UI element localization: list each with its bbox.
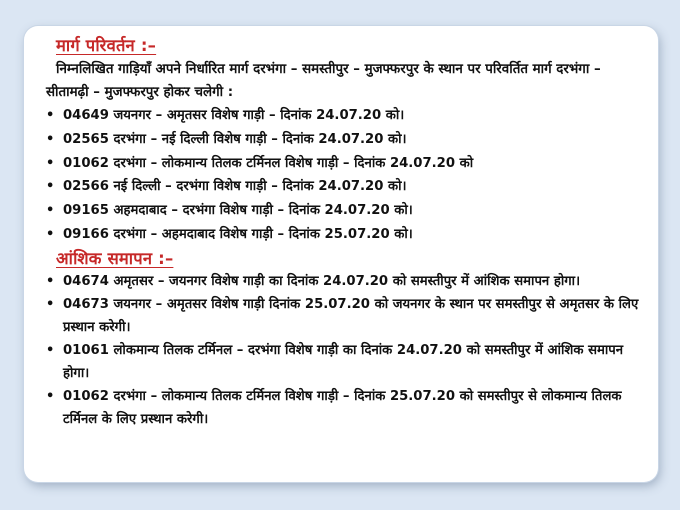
bullet-icon: • — [46, 131, 55, 147]
bullet-icon: • — [46, 155, 55, 171]
bullet-icon: • — [46, 203, 55, 219]
bullet-icon: • — [46, 342, 55, 358]
partial-termination-heading: आंशिक समापन :– — [56, 248, 174, 268]
list-item: • 09165 अहमदाबाद – दरभंगा विशेष गाड़ी – दिनांक 24.07.20 को। — [46, 199, 640, 223]
list-item: • 04649 जयनगर – अमृतसर विशेष गाड़ी – दिनांक 24.07.20 को। — [46, 104, 640, 128]
bullet-icon: • — [46, 296, 55, 312]
list-item: • 04674 अमृतसर – जयनगर विशेष गाड़ी का दिनांक 24.07.20 को समस्तीपुर में आंशिक समापन होगा। — [46, 271, 640, 294]
list-item: • 09166 दरभंगा – अहमदाबाद विशेष गाड़ी – दिनांक 25.07.20 को। — [46, 223, 640, 247]
notice-card — [24, 26, 658, 482]
bullet-icon: • — [46, 226, 55, 242]
list-item: • 01061 लोकमान्य तिलक टर्मिनल – दरभंगा विशेष गाड़ी का दिनांक 24.07.20 को समस्तीपुर में आंशिक समापन होगा। — [46, 340, 640, 386]
route-diversion-heading: मार्ग परिवर्तन :– — [56, 36, 157, 55]
list-item: • 01062 दरभंगा – लोकमान्य तिलक टर्मिनल विशेष गाड़ी – दिनांक 24.07.20 को — [46, 152, 640, 176]
partial-termination-list — [46, 271, 640, 432]
list-item: • 01062 दरभंगा – लोकमान्य तिलक टर्मिनल विशेष गाड़ी – दिनांक 25.07.20 को समस्तीपुर से लोकमान्य तिलक टर्मिनल के लिए प्रस्थान करेगी। — [46, 386, 640, 432]
route-diversion-intro: निम्नलिखित गाड़ियाँ अपने निर्धारित मार्ग दरभंगा – समस्तीपुर – मुजफ्फरपुर के स्थान पर परिवर्तित मार्ग दरभंगा – सीतामढ़ी – मुजफ्फरपुर होकर चलेगी : — [46, 62, 601, 100]
list-item: • 02566 नई दिल्ली – दरभंगा विशेष गाड़ी – दिनांक 24.07.20 को। — [46, 175, 640, 199]
bullet-icon: • — [46, 179, 55, 195]
bullet-icon: • — [46, 273, 55, 289]
route-diversion-list — [46, 104, 640, 247]
bullet-icon: • — [46, 388, 55, 404]
bullet-icon: • — [46, 108, 55, 123]
list-item: • 02565 दरभंगा – नई दिल्ली विशेष गाड़ी – दिनांक 24.07.20 को। — [46, 128, 640, 152]
list-item: • 04673 जयनगर – अमृतसर विशेष गाड़ी दिनांक 25.07.20 को जयनगर के स्थान पर समस्तीपुर से अमृतसर के लिए प्रस्थान करेगी। — [46, 294, 640, 340]
